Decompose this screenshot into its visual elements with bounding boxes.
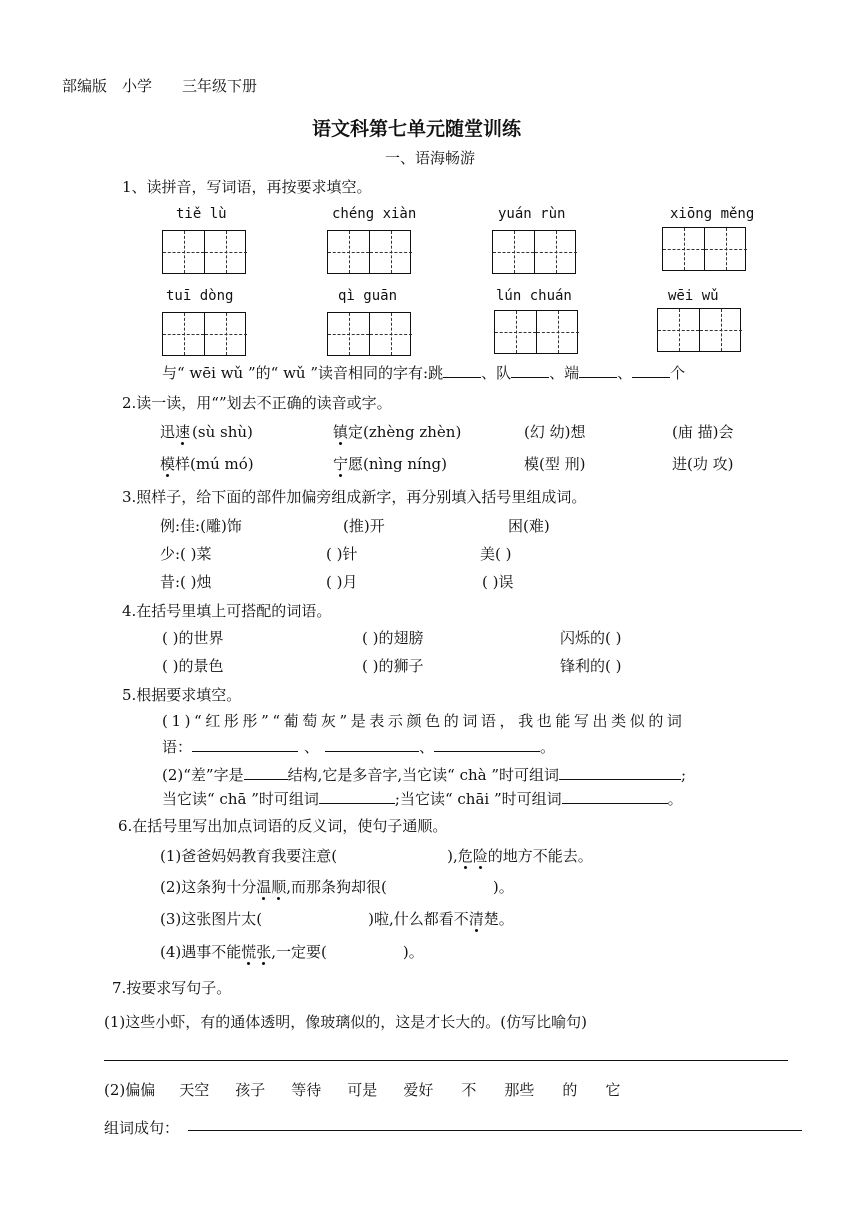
- answer-line[interactable]: [104, 1060, 788, 1061]
- pinyin-6: qì guān: [338, 288, 398, 304]
- pinyin-1: tiě lù: [176, 206, 227, 222]
- writing-grid[interactable]: [327, 230, 411, 274]
- writing-grid[interactable]: [662, 227, 746, 271]
- q3-item[interactable]: 美( ): [480, 545, 512, 563]
- homophone-prefix: 与“ wēi wǔ ”的“ wǔ ”读音相同的字有:跳: [162, 364, 444, 382]
- pinyin-7: lún chuán: [496, 288, 572, 304]
- question-6-prompt: 6.在括号里写出加点词语的反义词，使句子通顺。: [118, 817, 448, 835]
- q6-sentence-1[interactable]: (1)爸爸妈妈教育我要注意( ),危险的地方不能去。: [160, 847, 593, 865]
- q3-item[interactable]: ( )误: [482, 573, 514, 591]
- page-header: 部编版 小学 三年级下册: [62, 77, 258, 95]
- q4-item[interactable]: ( )的翅膀: [362, 629, 424, 647]
- pinyin-2: chéng xiàn: [332, 206, 417, 222]
- question-2-prompt: 2.读一读，用“”划去不正确的读音或字。: [122, 394, 392, 412]
- answer-blank[interactable]: [579, 363, 617, 378]
- pinyin-3: yuán rùn: [498, 206, 566, 222]
- word: 可是: [347, 1081, 378, 1099]
- answer-line[interactable]: [188, 1130, 802, 1131]
- q5-sub2-line1: (2)“差”字是 结构,它是多音字,当它读“ chà ”时可组词 ;: [162, 766, 687, 784]
- writing-grid[interactable]: [327, 312, 411, 356]
- separator: 、: [617, 364, 633, 382]
- answer-blank[interactable]: [244, 765, 288, 780]
- word: 它: [605, 1081, 621, 1099]
- question-5-prompt: 5.根据要求填空。: [122, 686, 242, 704]
- answer-blank[interactable]: [325, 737, 419, 752]
- q2-item: 宁愿(nìng níng): [333, 455, 447, 473]
- q4-item[interactable]: 锋利的( ): [560, 657, 622, 675]
- q2-item: (幻 幼)想: [524, 423, 586, 441]
- q5-sub1-line2: 语： 、 、 。: [162, 738, 556, 756]
- q2-item: 迅速 (sù shù): [160, 423, 253, 441]
- section-heading: 一、语海畅游: [385, 149, 476, 167]
- writing-grid[interactable]: [657, 308, 741, 352]
- q4-item[interactable]: 闪烁的( ): [560, 629, 622, 647]
- q4-item[interactable]: ( )的狮子: [362, 657, 424, 675]
- answer-blank[interactable]: [443, 363, 481, 378]
- answer-blank[interactable]: [511, 363, 549, 378]
- q5-sub2-line2: 当它读“ chā ”时可组词 ;当它读“ chāi ”时可组词 。: [162, 790, 683, 808]
- answer-blank[interactable]: [559, 765, 681, 780]
- word: 天空: [179, 1081, 210, 1099]
- q3-item[interactable]: ( )针: [326, 545, 358, 563]
- question-1-prompt: 1、读拼音，写词语，再按要求填空。: [122, 178, 372, 196]
- q7-label: 组词成句：: [104, 1119, 180, 1137]
- pinyin-4: xiōng měng: [670, 206, 755, 222]
- word: 那些: [504, 1081, 535, 1099]
- q2-item: 镇定(zhèng zhèn): [333, 423, 462, 441]
- writing-grid[interactable]: [492, 230, 576, 274]
- answer-blank[interactable]: [632, 363, 670, 378]
- word: (2)偏偏: [104, 1081, 156, 1099]
- q3-item[interactable]: 少:( )菜: [160, 545, 212, 563]
- q3-example: (推)开: [343, 517, 385, 535]
- q3-item[interactable]: 昔:( )烛: [160, 573, 212, 591]
- q3-item[interactable]: ( )月: [326, 573, 358, 591]
- q3-example: 例:佳:(雕)饰: [160, 517, 242, 535]
- word: 爱好: [403, 1081, 434, 1099]
- q2-item: (庙 描)会: [672, 423, 734, 441]
- separator: 、端: [549, 364, 580, 382]
- q3-example: 困(难): [508, 517, 550, 535]
- suffix: 个: [670, 364, 686, 382]
- answer-blank[interactable]: [562, 789, 668, 804]
- question-3-prompt: 3.照样子，给下面的部件加偏旁组成新字，再分别填入括号里组成词。: [122, 488, 587, 506]
- q2-item: 模(型 刑): [524, 455, 586, 473]
- pinyin-8: wēi wǔ: [668, 288, 719, 304]
- q6-sentence-3[interactable]: (3)这张图片太( )啦,什么都看不清楚。: [160, 910, 514, 928]
- q2-item: 进(功 攻): [672, 455, 734, 473]
- writing-grid[interactable]: [162, 312, 246, 356]
- q2-item: 模样(mú mó): [160, 455, 254, 473]
- q6-sentence-2[interactable]: (2)这条狗十分温顺,而那条狗却很( )。: [160, 878, 514, 896]
- q7-sentence-1: (1)这些小虾，有的通体透明，像玻璃似的，这是才长大的。(仿写比喻句): [104, 1013, 587, 1031]
- writing-grid[interactable]: [494, 310, 578, 354]
- q6-sentence-4[interactable]: (4)遇事不能慌张,一定要( )。: [160, 943, 424, 961]
- q4-item[interactable]: ( )的景色: [162, 657, 224, 675]
- word: 不: [461, 1081, 477, 1099]
- separator: 、队: [481, 364, 512, 382]
- question-4-prompt: 4.在括号里填上可搭配的词语。: [122, 602, 332, 620]
- word: 孩子: [235, 1081, 266, 1099]
- word: 的: [562, 1081, 578, 1099]
- pinyin-5: tuī dòng: [166, 288, 234, 304]
- q7-word-list: [104, 1079, 620, 1100]
- word: 等待: [291, 1081, 322, 1099]
- answer-blank[interactable]: [434, 737, 540, 752]
- writing-grid[interactable]: [162, 230, 246, 274]
- answer-blank[interactable]: [319, 789, 395, 804]
- homophone-line: [162, 362, 685, 383]
- q4-item[interactable]: ( )的世界: [162, 629, 224, 647]
- question-7-prompt: 7.按要求写句子。: [112, 979, 232, 997]
- answer-blank[interactable]: [192, 737, 298, 752]
- page-title: 语文科第七单元随堂训练: [312, 118, 522, 140]
- q5-sub1-line1: (1)“红彤彤”“葡萄灰”是表示颜色的词语，我也能写出类似的词: [162, 712, 686, 730]
